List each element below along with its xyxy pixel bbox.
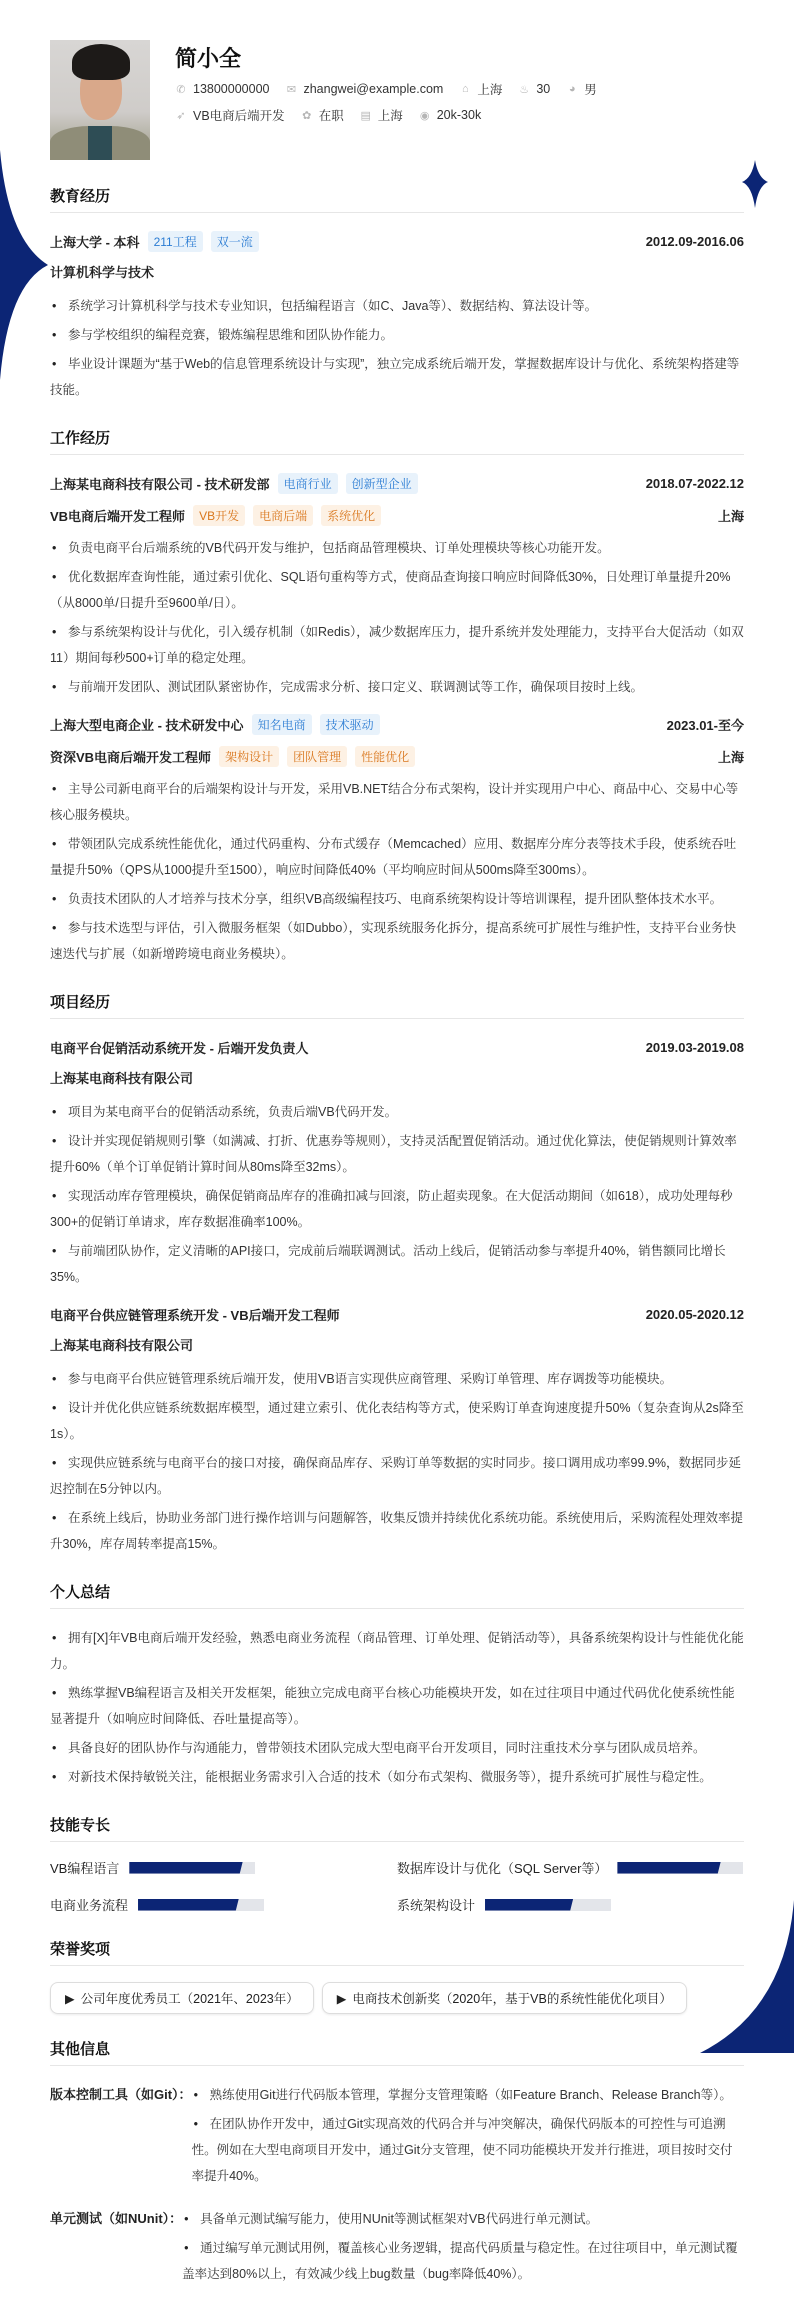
list-item: • 拥有[X]年VB电商后端开发经验，熟悉电商业务流程（商品管理、订单处理、促销活动等），具备系统架构设计与性能优化能力。 (50, 1625, 744, 1677)
date: 2019.03-2019.08 (645, 1039, 744, 1055)
list-item: • 优化数据库查询性能，通过索引优化、SQL语句重构等方式，使商品查询接口响应时间降低30%，日处理订单量提升20%（从8000单/日提升至9600单/日）。 (50, 564, 744, 616)
list-item: • 具备单元测试编写能力，使用NUnit等测试框架对VB代码进行单元测试。 (182, 2206, 744, 2232)
list-item: • 参与学校组织的编程竞赛，锻炼编程思维和团队协作能力。 (50, 322, 744, 348)
tag: 创新型企业 (346, 473, 418, 494)
skill-bar (617, 1862, 743, 1874)
triangle-icon: ▶ (65, 1991, 75, 2006)
skill-item (397, 1895, 744, 1914)
list-item: • 设计并实现促销规则引擎（如满减、打折、优惠券等规则），支持灵活配置促销活动。通过优化算法，使促销规则计算效率提升60%（单个订单促销计算时间从80ms降至32ms）。 (50, 1128, 744, 1180)
skill-bar (129, 1862, 255, 1874)
tag: 211工程 (148, 231, 203, 252)
job-intent-row (175, 106, 491, 124)
other-item (50, 2082, 744, 2192)
list-item: • 与前端团队协作，定义清晰的API接口，完成前后端联调测试。活动上线后，促销活动参与率提升40%，销售额同比增长35%。 (50, 1238, 744, 1290)
company: 上海大型电商企业 - 技术研发中心 (50, 717, 244, 733)
role: 资深VB电商后端开发工程师 (50, 749, 212, 765)
status-icon: ✿ (302, 109, 312, 122)
company: 上海某电商科技有限公司 - 技术研发部 (50, 476, 270, 492)
list-item: • 项目为某电商平台的促销活动系统，负责后端VB代码开发。 (50, 1099, 744, 1125)
project-entry (50, 1035, 744, 1290)
candidate-name: 简小全 (175, 46, 242, 71)
tag: 双一流 (211, 231, 259, 252)
tag: 性能优化 (355, 746, 415, 767)
home-icon: ⌂ (462, 83, 469, 95)
role: VB电商后端开发工程师 (50, 508, 186, 524)
section-title: 其他信息 (50, 2038, 744, 2066)
other-label: 版本控制工具（如Git）： (50, 2087, 192, 2102)
email-icon: ✉ (286, 83, 297, 96)
gender: 男 (584, 83, 597, 97)
tag: 技术驱动 (320, 714, 380, 735)
list-item: • 负责电商平台后端系统的VB代码开发与维护，包括商品管理模块、订单处理模块等核心功能开发。 (50, 535, 744, 561)
phone-icon: ✆ (176, 83, 186, 96)
tag: 系统优化 (321, 505, 381, 526)
date: 2023.01-至今 (666, 717, 744, 733)
right-star-decoration (742, 160, 768, 208)
profile-header (50, 0, 744, 185)
contact-row (175, 80, 607, 98)
skill-bar (485, 1899, 611, 1911)
date: 2012.09-2016.06 (645, 233, 744, 249)
section-title: 荣誉奖项 (50, 1938, 744, 1966)
education-section (50, 185, 744, 403)
list-item: • 对新技术保持敏锐关注，能根据业务需求引入合适的技术（如分布式架构、微服务等），提升系统可扩展性与稳定性。 (50, 1764, 744, 1790)
project-company: 上海某电商科技有限公司 (50, 1338, 194, 1353)
job-position: VB电商后端开发 (193, 109, 285, 123)
location: 上海 (717, 508, 744, 524)
left-star-decoration (0, 150, 48, 380)
list-item: • 参与技术选型与评估，引入微服务框架（如Dubbo），实现系统服务化拆分，提高系统可扩展性与维护性，支持平台业务快速迭代与扩展（如新增跨境电商业务模块）。 (50, 915, 744, 967)
list-item: • 熟练使用Git进行代码版本管理，掌握分支管理策略（如Feature Branch、Release Branch等）。 (192, 2082, 744, 2108)
tag: 团队管理 (287, 746, 347, 767)
work-entry (50, 712, 744, 967)
date: 2020.05-2020.12 (645, 1306, 744, 1322)
project-entry (50, 1302, 744, 1557)
skill-name: 电商业务流程 (50, 1898, 129, 1913)
list-item: • 参与系统架构设计与优化，引入缓存机制（如Redis），减少数据库压力，提升系统并发处理能力，支持平台大促活动（如双11）期间每秒500+订单的稳定处理。 (50, 619, 744, 671)
skills-section (50, 1814, 744, 1914)
skill-bar-fill (138, 1899, 239, 1911)
triangle-icon: ▶ (336, 1991, 347, 2006)
section-title: 个人总结 (50, 1581, 744, 1609)
list-item: • 与前端开发团队、测试团队紧密协作，完成需求分析、接口定义、联调测试等工作，确保项目按时上线。 (50, 674, 744, 700)
skill-item (397, 1858, 744, 1877)
other-label: 单元测试（如NUnit）： (50, 2211, 183, 2226)
job-status: 在职 (318, 109, 344, 123)
work-section (50, 427, 744, 967)
phone: 13800000000 (193, 82, 270, 96)
award-item (322, 1982, 687, 2014)
email: zhangwei@example.com (303, 82, 444, 96)
tag: 架构设计 (219, 746, 279, 767)
project-name: 电商平台促销活动系统开发 - 后端开发负责人 (50, 1040, 309, 1056)
list-item: • 在系统上线后，协助业务部门进行操作培训与问题解答，收集反馈并持续优化系统功能。系统使用后，采购流程处理效率提升30%，库存周转率提高15%。 (50, 1505, 744, 1557)
section-title: 教育经历 (50, 185, 744, 213)
list-item: • 在团队协作开发中，通过Git实现高效的代码合并与冲突解决，确保代码版本的可控性与可追溯性。例如在大型电商项目开发中，通过Git分支管理，使不同功能模块开发并行推进，项目按时交付率提升40%。 (192, 2111, 744, 2189)
list-item: • 主导公司新电商平台的后端架构设计与开发，采用VB.NET结合分布式架构，设计并实现用户中心、商品中心、交易中心等核心服务模块。 (50, 776, 744, 828)
skill-item (50, 1895, 397, 1914)
skill-name: 系统架构设计 (397, 1898, 476, 1913)
gender-icon: ◕ (568, 83, 576, 95)
skill-bar (138, 1899, 264, 1911)
cake-icon: ♨ (519, 83, 530, 96)
skill-bar-fill (129, 1862, 242, 1874)
skill-bar-fill (617, 1862, 720, 1874)
list-item: • 毕业设计课题为“基于Web的信息管理系统设计与实现”，独立完成系统后端开发，掌握数据库设计与优化、系统架构搭建等技能。 (50, 351, 744, 403)
award-text: 电商技术创新奖（2020年，基于VB的系统性能优化项目） (352, 1992, 672, 2006)
summary-section (50, 1581, 744, 1790)
skill-name: VB编程语言 (50, 1861, 120, 1876)
tag: 知名电商 (252, 714, 312, 735)
other-item (50, 2206, 744, 2290)
salary: 20k-30k (436, 108, 482, 122)
section-title: 技能专长 (50, 1814, 744, 1842)
list-item: • 带领团队完成系统性能优化，通过代码重构、分布式缓存（Memcached）应用、数据库分库分表等技术手段，使系统吞吐量提升50%（QPS从1000提升至1500），响应时间降低40%（平均响应时间从500ms降至300ms）。 (50, 831, 744, 883)
list-item: • 实现活动库存管理模块，确保促销商品库存的准确扣减与回滚，防止超卖现象。在大促活动期间（如618），成功处理每秒300+的促销订单请求，库存数据准确率100%。 (50, 1183, 744, 1235)
list-item: • 熟练掌握VB编程语言及相关开发框架，能独立完成电商平台核心功能模块开发，如在过往项目中通过代码优化使系统性能显著提升（如响应时间降低、吞吐量提高等）。 (50, 1680, 744, 1732)
age: 30 (536, 82, 551, 96)
list-item: • 参与电商平台供应链管理系统后端开发，使用VB语言实现供应商管理、采购订单管理、库存调拨等功能模块。 (50, 1366, 744, 1392)
other-section (50, 2038, 744, 2290)
list-item: • 系统学习计算机科学与技术专业知识，包括编程语言（如C、Java等）、数据结构、算法设计等。 (50, 293, 744, 319)
project-name: 电商平台供应链管理系统开发 - VB后端开发工程师 (50, 1307, 340, 1323)
location: 上海 (717, 749, 744, 765)
tag: 电商后端 (253, 505, 313, 526)
projects-section (50, 991, 744, 1557)
job-city: 上海 (377, 109, 403, 123)
location: 上海 (477, 83, 503, 97)
school: 上海大学 - 本科 (50, 234, 140, 250)
avatar (50, 40, 150, 160)
list-item: • 通过编写单元测试用例，覆盖核心业务逻辑，提高代码质量与稳定性。在过往项目中，单元测试覆盖率达到80%以上，有效减少线上bug数量（bug率降低40%）。 (182, 2235, 744, 2287)
award-item (50, 1982, 314, 2014)
tag: 电商行业 (278, 473, 338, 494)
work-entry (50, 471, 744, 700)
project-company: 上海某电商科技有限公司 (50, 1071, 194, 1086)
list-item: • 实现供应链系统与电商平台的接口对接，确保商品库存、采购订单等数据的实时同步。接口调用成功率99.9%，数据同步延迟控制在5分钟以内。 (50, 1450, 744, 1502)
tag: VB开发 (193, 505, 245, 526)
major: 计算机科学与技术 (50, 265, 155, 280)
building-icon: ▤ (360, 109, 371, 122)
section-title: 项目经历 (50, 991, 744, 1019)
list-item: • 设计并优化供应链系统数据库模型，通过建立索引、优化表结构等方式，使采购订单查询速度提升50%（复杂查询从2s降至1s）。 (50, 1395, 744, 1447)
awards-section (50, 1938, 744, 2014)
section-title: 工作经历 (50, 427, 744, 455)
list-item: • 具备良好的团队协作与沟通能力，曾带领技术团队完成大型电商平台开发项目，同时注重技术分享与团队成员培养。 (50, 1735, 744, 1761)
skill-bar-fill (485, 1899, 573, 1911)
date: 2018.07-2022.12 (645, 475, 744, 491)
list-item: • 负责技术团队的人才培养与技术分享，组织VB高级编程技巧、电商系统架构设计等培训课程，提升团队整体技术水平。 (50, 886, 744, 912)
award-text: 公司年度优秀员工（2021年、2023年） (80, 1992, 299, 2006)
skill-item (50, 1858, 397, 1877)
send-icon: ➶ (176, 109, 186, 122)
skill-name: 数据库设计与优化（SQL Server等） (397, 1861, 608, 1876)
salary-icon: ◉ (419, 109, 430, 122)
